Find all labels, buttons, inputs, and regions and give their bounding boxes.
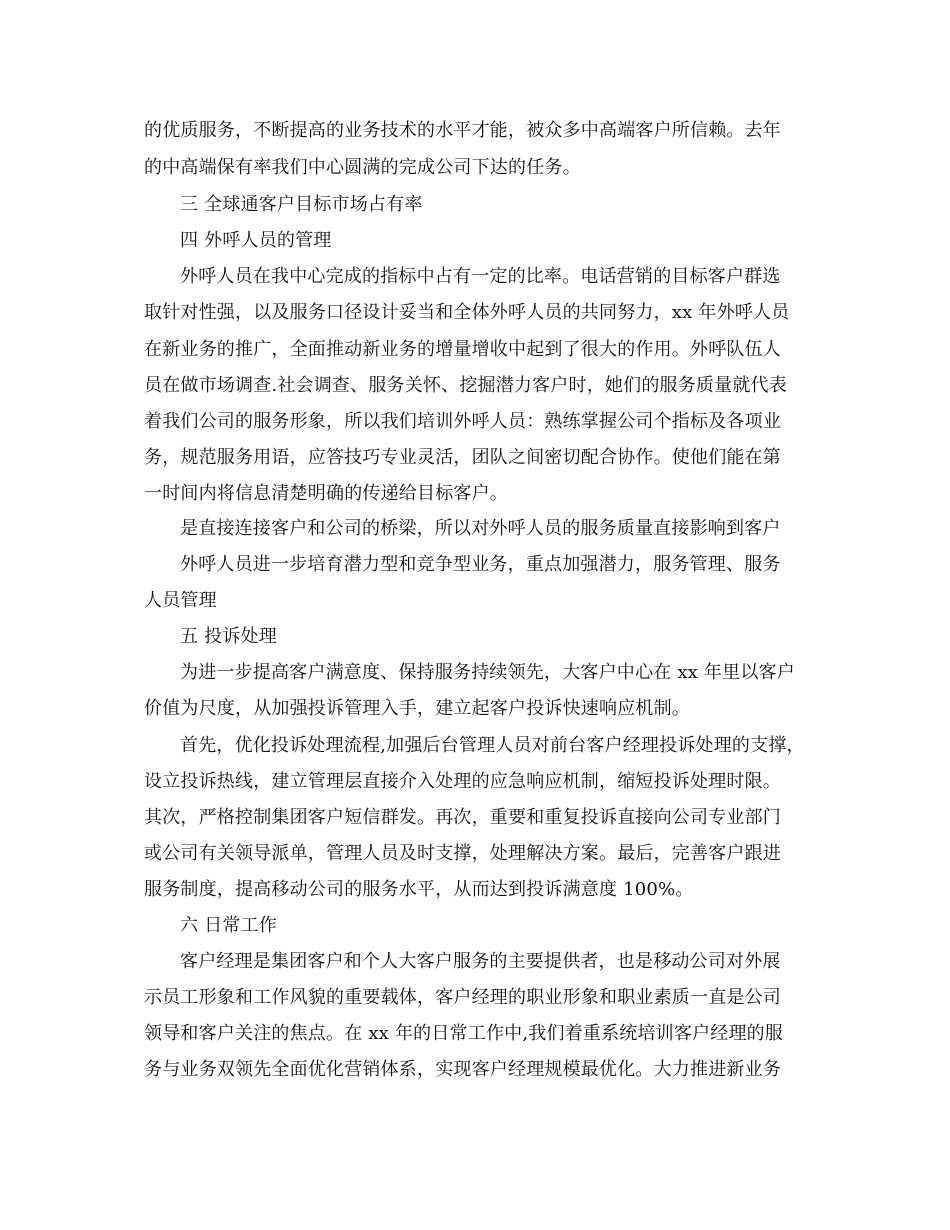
paragraph-line: 的优质服务，不断提高的业务技术的水平才能，被众多中高端客户所信赖。去年	[144, 120, 781, 141]
paragraph-line: 的中高端保有率我们中心圆满的完成公司下达的任务。	[144, 157, 581, 178]
paragraph-first-line: 外呼人员在我中心完成的指标中占有一定的比率。电话营销的目标客户群选	[180, 266, 781, 287]
paragraph-line: 取针对性强，以及服务口径设计妥当和全体外呼人员的共同努力，xx 年外呼人员	[144, 302, 790, 323]
paragraph-first-line: 是直接连接客户和公司的桥梁，所以对外呼人员的服务质量直接影响到客户	[180, 518, 781, 539]
section-heading-6: 六 日常工作	[180, 915, 277, 936]
section-heading-3: 三 全球通客户目标市场占有率	[180, 194, 423, 215]
paragraph-line: 员在做市场调查.社会调查、服务关怀、挖掘潜力客户时，她们的服务质量就代表	[144, 375, 787, 396]
paragraph-line: 务与业务双领先全面优化营销体系，实现客户经理规模最优化。大力推进新业务	[144, 1059, 781, 1080]
section-heading-4: 四 外呼人员的管理	[180, 230, 332, 251]
paragraph-first-line: 外呼人员进一步培育潜力型和竞争型业务，重点加强潜力，服务管理、服务	[180, 554, 781, 575]
paragraph-line: 或公司有关领导派单，管理人员及时支撑，处理解决方案。最后，完善客户跟进	[144, 843, 781, 864]
paragraph-line: 领导和客户关注的焦点。在 xx 年的日常工作中,我们着重系统培训客户经理的服	[144, 1023, 784, 1044]
paragraph-first-line: 客户经理是集团客户和个人大客户服务的主要提供者，也是移动公司对外展	[180, 951, 781, 972]
paragraph-line: 服务制度，提高移动公司的服务水平，从而达到投诉满意度 100%。	[144, 879, 694, 900]
paragraph-first-line: 为进一步提高客户满意度、保持服务持续领先，大客户中心在 xx 年里以客户	[180, 662, 795, 683]
paragraph-line: 着我们公司的服务形象，所以我们培训外呼人员：熟练掌握公司个指标及各项业	[144, 411, 781, 432]
paragraph-line: 设立投诉热线，建立管理层直接介入处理的应急响应机制，缩短投诉处理时限。	[144, 771, 781, 792]
paragraph-line: 价值为尺度，从加强投诉管理入手，建立起客户投诉快速响应机制。	[144, 698, 690, 719]
section-heading-5: 五 投诉处理	[180, 626, 277, 647]
paragraph-line: 在新业务的推广，全面推动新业务的增量增收中起到了很大的作用。外呼队伍人	[144, 339, 781, 360]
paragraph-line: 务，规范服务用语，应答技巧专业灵活，团队之间密切配合协作。使他们能在第	[144, 447, 781, 468]
paragraph-line: 其次，严格控制集团客户短信群发。再次，重要和重复投诉直接向公司专业部门	[144, 807, 781, 828]
paragraph-line: 示员工形象和工作风貌的重要载体，客户经理的职业形象和职业素质一直是公司	[144, 987, 781, 1008]
paragraph-line: 人员管理	[144, 590, 217, 611]
paragraph-line: 一时间内将信息清楚明确的传递给目标客户。	[144, 483, 508, 504]
paragraph-first-line: 首先，优化投诉处理流程,加强后台管理人员对前台客户经理投诉处理的支撑，	[180, 735, 805, 756]
